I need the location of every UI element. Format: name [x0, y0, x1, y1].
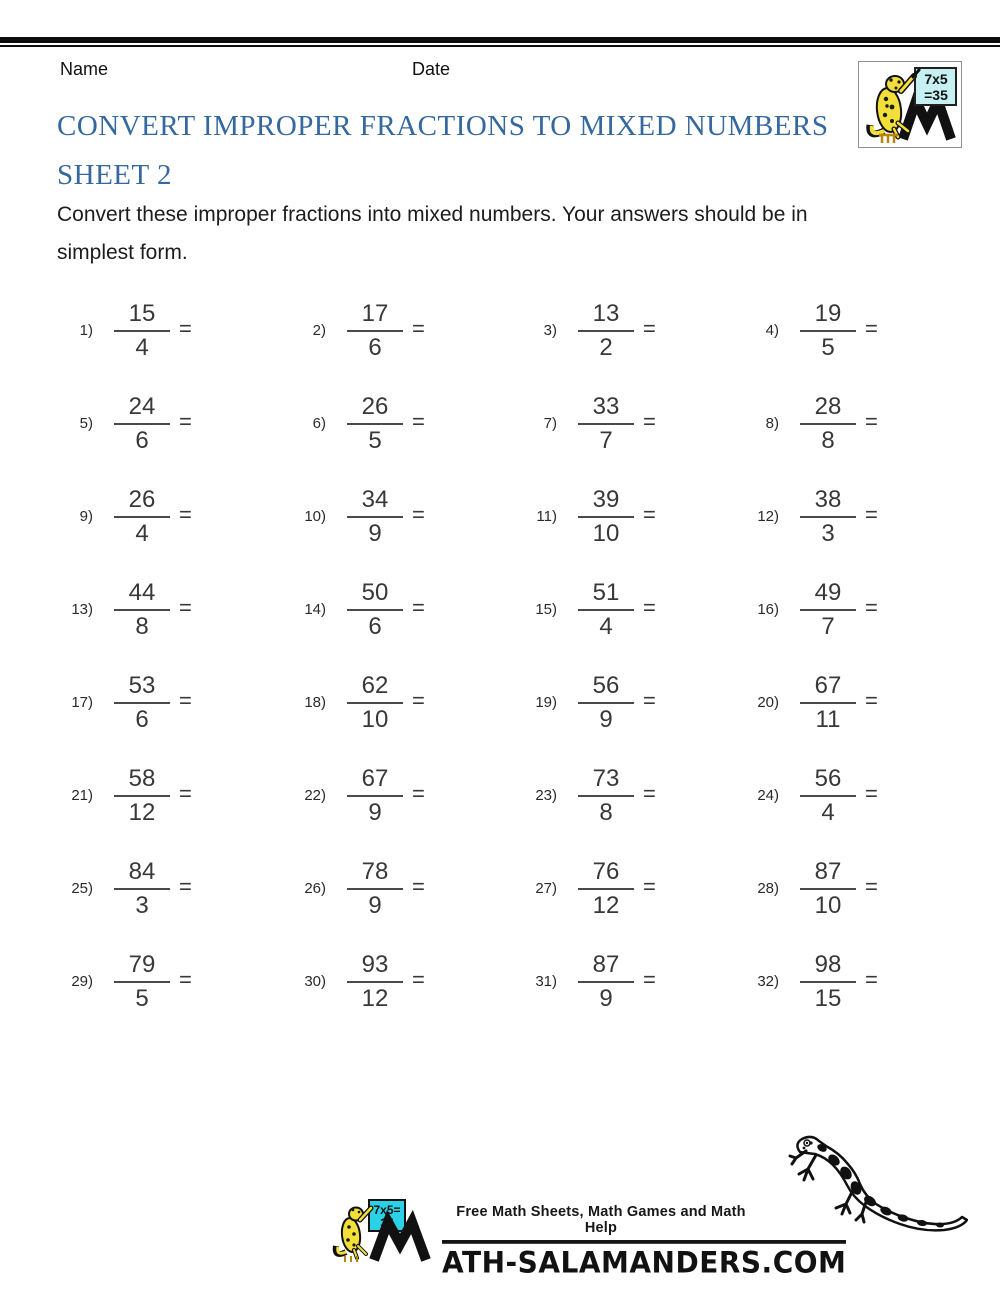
problem-number: 2) — [312, 322, 326, 339]
equals-sign: = — [412, 966, 425, 992]
denominator: 4 — [135, 520, 149, 547]
numerator: 79 — [114, 952, 170, 983]
improper-fraction — [347, 487, 403, 546]
instructions-line-2: simplest form. — [57, 241, 188, 264]
problem-number: 3) — [543, 322, 557, 339]
problem-item — [288, 749, 519, 842]
problem-item — [741, 470, 941, 563]
problem-number: 25) — [71, 880, 93, 897]
name-label: Name — [60, 59, 109, 79]
improper-fraction — [800, 952, 856, 1011]
improper-fraction — [800, 580, 856, 639]
problem-number: 31) — [535, 973, 557, 990]
denominator: 9 — [368, 520, 382, 547]
problem-number: 17) — [71, 694, 93, 711]
denominator: 12 — [128, 799, 156, 826]
improper-fraction — [347, 766, 403, 825]
problem-number: 14) — [304, 601, 326, 618]
equals-sign: = — [412, 594, 425, 620]
problem-number: 5) — [79, 415, 93, 432]
problem-item — [288, 563, 519, 656]
problem-item — [288, 377, 519, 470]
denominator: 8 — [599, 799, 613, 826]
numerator: 39 — [578, 487, 634, 518]
denominator: 3 — [821, 520, 835, 547]
denominator: 8 — [821, 427, 835, 454]
problem-item — [55, 656, 288, 749]
numerator: 67 — [800, 673, 856, 704]
numerator: 26 — [114, 487, 170, 518]
numerator: 44 — [114, 580, 170, 611]
problem-item — [741, 377, 941, 470]
problem-item — [288, 842, 519, 935]
improper-fraction — [114, 766, 170, 825]
problem-number: 20) — [757, 694, 779, 711]
problem-number: 11) — [536, 508, 557, 525]
numerator: 15 — [114, 301, 170, 332]
equals-sign: = — [865, 873, 878, 899]
numerator: 73 — [578, 766, 634, 797]
improper-fraction — [114, 394, 170, 453]
improper-fraction — [347, 394, 403, 453]
improper-fraction — [800, 673, 856, 732]
improper-fraction — [114, 952, 170, 1011]
denominator: 9 — [599, 985, 613, 1012]
problem-item — [519, 563, 741, 656]
equals-sign: = — [643, 408, 656, 434]
math-salamanders-footer-logo — [330, 1198, 446, 1264]
equals-sign: = — [179, 873, 192, 899]
denominator: 5 — [368, 427, 382, 454]
problem-number: 15) — [535, 601, 557, 618]
svg-text:7x5: 7x5 — [924, 71, 948, 87]
improper-fraction — [347, 673, 403, 732]
numerator: 93 — [347, 952, 403, 983]
equals-sign: = — [865, 966, 878, 992]
denominator: 2 — [599, 334, 613, 361]
problem-item — [519, 377, 741, 470]
problem-number: 16) — [757, 601, 779, 618]
problem-item — [55, 749, 288, 842]
lizard-illustration — [786, 1128, 968, 1246]
improper-fraction — [578, 301, 634, 360]
instructions-line-1: Convert these improper fractions into mixed numbers. Your answers should be in — [57, 203, 808, 226]
problem-number: 10) — [304, 508, 326, 525]
improper-fraction — [800, 394, 856, 453]
problem-number: 23) — [535, 787, 557, 804]
equals-sign: = — [412, 873, 425, 899]
numerator: 17 — [347, 301, 403, 332]
denominator: 9 — [368, 892, 382, 919]
improper-fraction — [578, 580, 634, 639]
problems-grid — [55, 284, 985, 1028]
problem-item — [519, 656, 741, 749]
problem-item — [288, 935, 519, 1028]
equals-sign: = — [643, 780, 656, 806]
problem-item — [741, 842, 941, 935]
denominator: 7 — [821, 613, 835, 640]
footer-tagline: Free Math Sheets, Math Games and Math Help — [456, 1204, 746, 1236]
equals-sign: = — [643, 315, 656, 341]
denominator: 10 — [592, 520, 620, 547]
problem-number: 18) — [304, 694, 326, 711]
problem-item — [741, 656, 941, 749]
improper-fraction — [578, 394, 634, 453]
chalkboard-icon — [915, 68, 956, 105]
equals-sign: = — [412, 501, 425, 527]
denominator: 4 — [821, 799, 835, 826]
equals-sign: = — [412, 315, 425, 341]
improper-fraction — [578, 487, 634, 546]
denominator: 5 — [135, 985, 149, 1012]
improper-fraction — [578, 952, 634, 1011]
equals-sign: = — [179, 780, 192, 806]
improper-fraction — [800, 766, 856, 825]
problem-number: 8) — [765, 415, 779, 432]
problem-number: 13) — [71, 601, 93, 618]
problem-item — [519, 749, 741, 842]
denominator: 6 — [135, 706, 149, 733]
problem-item — [741, 935, 941, 1028]
title-line-1: CONVERT IMPROPER FRACTIONS TO MIXED NUMBERS — [57, 110, 829, 142]
svg-text:=35: =35 — [924, 87, 948, 103]
equals-sign: = — [865, 780, 878, 806]
equals-sign: = — [643, 594, 656, 620]
numerator: 53 — [114, 673, 170, 704]
numerator: 98 — [800, 952, 856, 983]
numerator: 34 — [347, 487, 403, 518]
numerator: 13 — [578, 301, 634, 332]
numerator: 67 — [347, 766, 403, 797]
numerator: 78 — [347, 859, 403, 890]
numerator: 24 — [114, 394, 170, 425]
denominator: 5 — [821, 334, 835, 361]
problem-number: 30) — [304, 973, 326, 990]
top-divider — [0, 37, 1000, 47]
problem-number: 22) — [304, 787, 326, 804]
problem-number: 19) — [535, 694, 557, 711]
denominator: 7 — [599, 427, 613, 454]
improper-fraction — [800, 301, 856, 360]
equals-sign: = — [412, 687, 425, 713]
improper-fraction — [114, 301, 170, 360]
problem-number: 26) — [304, 880, 326, 897]
problem-item — [288, 470, 519, 563]
problem-item — [55, 842, 288, 935]
equals-sign: = — [179, 501, 192, 527]
problem-item — [741, 749, 941, 842]
problem-item — [55, 935, 288, 1028]
denominator: 15 — [814, 985, 842, 1012]
numerator: 33 — [578, 394, 634, 425]
problem-number: 29) — [71, 973, 93, 990]
problem-number: 6) — [312, 415, 326, 432]
problem-number: 9) — [79, 508, 93, 525]
improper-fraction — [114, 580, 170, 639]
footer-brand — [330, 1198, 846, 1278]
equals-sign: = — [865, 501, 878, 527]
numerator: 28 — [800, 394, 856, 425]
date-label: Date — [412, 59, 451, 79]
problem-number: 21) — [71, 787, 93, 804]
problem-item — [741, 563, 941, 656]
numerator: 26 — [347, 394, 403, 425]
denominator: 6 — [368, 613, 382, 640]
problem-item — [519, 284, 741, 377]
problem-item — [519, 470, 741, 563]
numerator: 87 — [800, 859, 856, 890]
problem-item — [55, 563, 288, 656]
denominator: 8 — [135, 613, 149, 640]
equals-sign: = — [179, 687, 192, 713]
numerator: 84 — [114, 859, 170, 890]
problem-item — [288, 284, 519, 377]
improper-fraction — [347, 580, 403, 639]
svg-text:35: 35 — [380, 1216, 394, 1230]
improper-fraction — [347, 952, 403, 1011]
problem-number: 1) — [79, 322, 93, 339]
denominator: 9 — [368, 799, 382, 826]
denominator: 9 — [599, 706, 613, 733]
title-line-2: SHEET 2 — [57, 159, 172, 191]
numerator: 58 — [114, 766, 170, 797]
worksheet-title — [57, 102, 877, 200]
denominator: 6 — [368, 334, 382, 361]
improper-fraction — [114, 673, 170, 732]
problem-number: 28) — [757, 880, 779, 897]
footer-wordmark: ATH-SALAMANDERS.COM — [442, 1245, 847, 1280]
improper-fraction — [114, 487, 170, 546]
problem-item — [288, 656, 519, 749]
improper-fraction — [114, 859, 170, 918]
denominator: 10 — [814, 892, 842, 919]
equals-sign: = — [179, 966, 192, 992]
numerator: 76 — [578, 859, 634, 890]
problem-number: 27) — [535, 880, 557, 897]
equals-sign: = — [865, 408, 878, 434]
denominator: 6 — [135, 427, 149, 454]
equals-sign: = — [865, 687, 878, 713]
numerator: 38 — [800, 487, 856, 518]
problem-item — [55, 284, 288, 377]
denominator: 12 — [592, 892, 620, 919]
numerator: 19 — [800, 301, 856, 332]
improper-fraction — [347, 301, 403, 360]
problem-number: 7) — [543, 415, 557, 432]
numerator: 50 — [347, 580, 403, 611]
denominator: 4 — [135, 334, 149, 361]
equals-sign: = — [179, 594, 192, 620]
equals-sign: = — [412, 408, 425, 434]
salamander-icon — [336, 1208, 371, 1263]
svg-text:7x5=: 7x5= — [373, 1203, 401, 1217]
problem-number: 32) — [757, 973, 779, 990]
equals-sign: = — [643, 501, 656, 527]
problem-number: 4) — [765, 322, 779, 339]
numerator: 49 — [800, 580, 856, 611]
equals-sign: = — [865, 315, 878, 341]
numerator: 56 — [578, 673, 634, 704]
numerator: 51 — [578, 580, 634, 611]
numerator: 62 — [347, 673, 403, 704]
equals-sign: = — [643, 966, 656, 992]
denominator: 10 — [361, 706, 389, 733]
problem-item — [55, 470, 288, 563]
problem-item — [741, 284, 941, 377]
equals-sign: = — [179, 408, 192, 434]
problem-number: 12) — [757, 508, 779, 525]
problem-item — [519, 842, 741, 935]
denominator: 11 — [815, 706, 841, 733]
denominator: 12 — [361, 985, 389, 1012]
improper-fraction — [347, 859, 403, 918]
equals-sign: = — [412, 780, 425, 806]
improper-fraction — [578, 859, 634, 918]
problem-number: 24) — [757, 787, 779, 804]
numerator: 87 — [578, 952, 634, 983]
improper-fraction — [800, 859, 856, 918]
problem-item — [55, 377, 288, 470]
instructions — [57, 196, 937, 272]
equals-sign: = — [643, 687, 656, 713]
improper-fraction — [800, 487, 856, 546]
denominator: 4 — [599, 613, 613, 640]
improper-fraction — [578, 673, 634, 732]
equals-sign: = — [179, 315, 192, 341]
equals-sign: = — [865, 594, 878, 620]
problem-item — [519, 935, 741, 1028]
equals-sign: = — [643, 873, 656, 899]
improper-fraction — [578, 766, 634, 825]
numerator: 56 — [800, 766, 856, 797]
denominator: 3 — [135, 892, 149, 919]
